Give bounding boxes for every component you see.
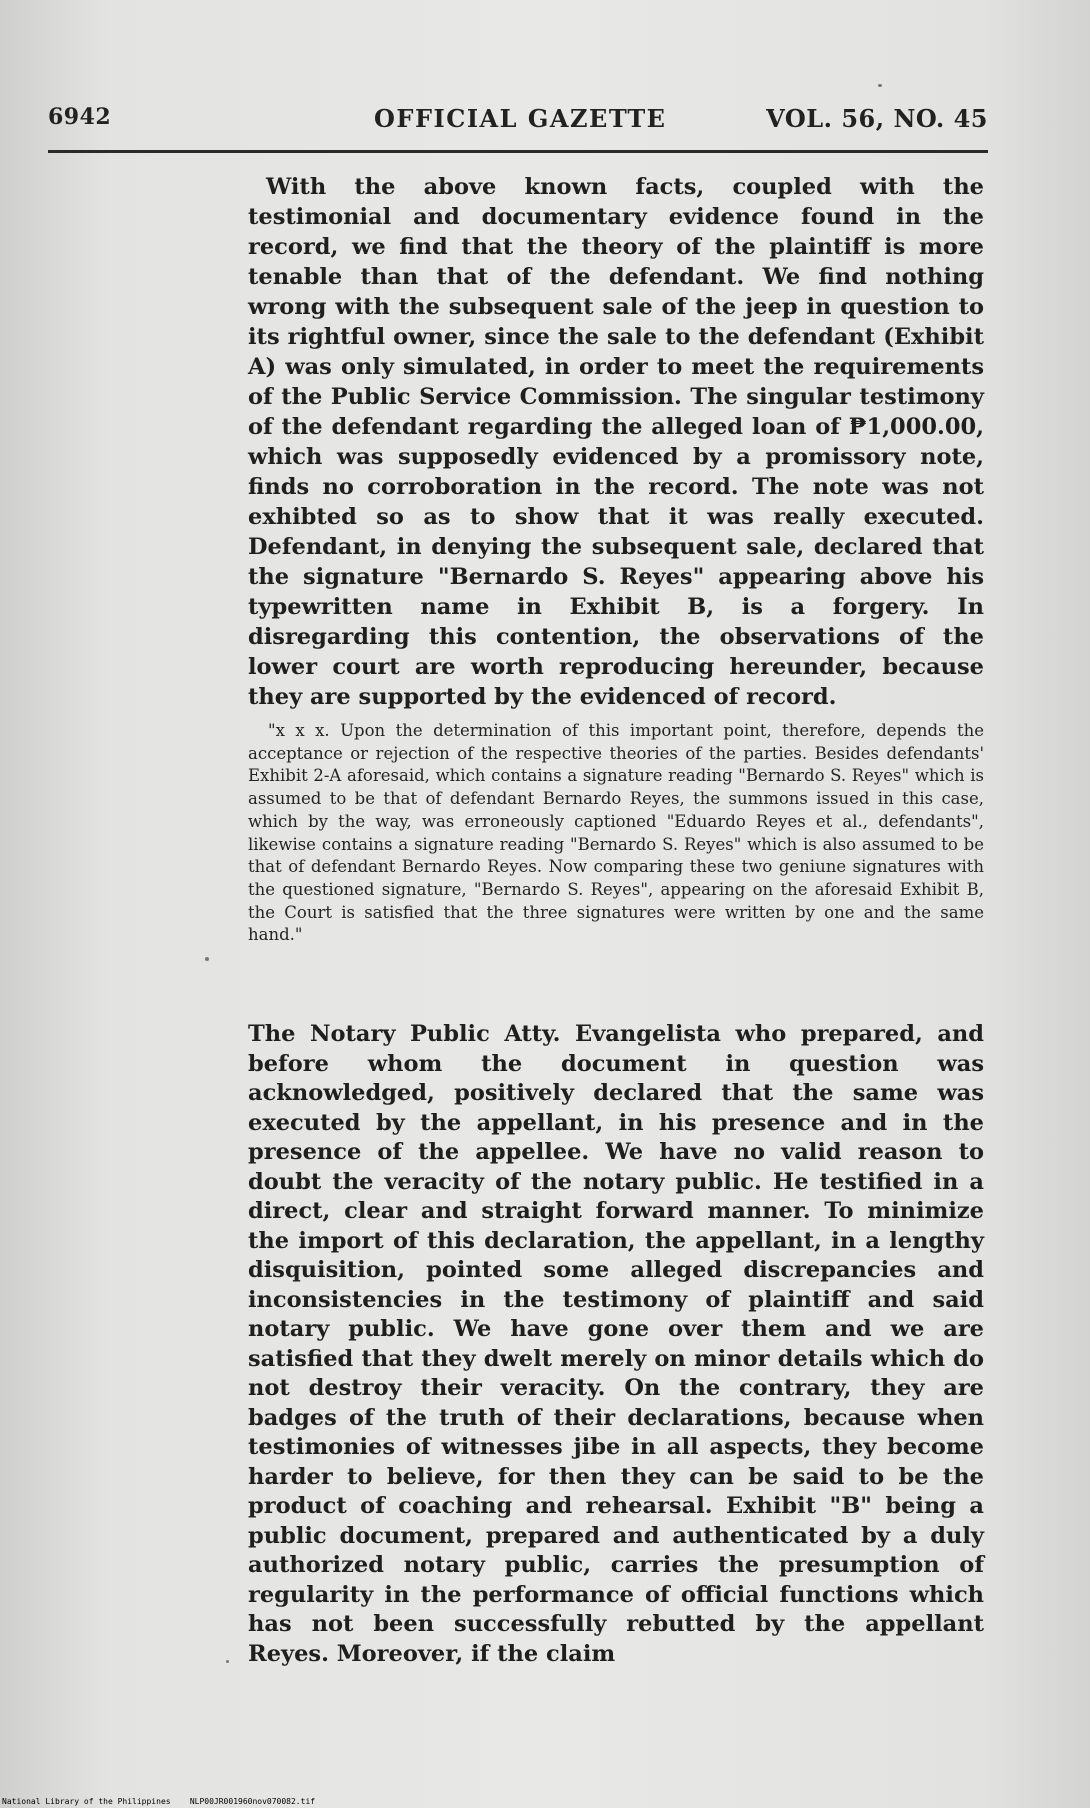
- scan-speck: [226, 1660, 229, 1663]
- body-paragraph-1: With the above known facts, coupled with the testimonial and documentary evidence found in the record, we find that the theory of the plaintiff is more tenable than that of the defendant. We find nothing wrong with the subsequent sale of the jeep in question to its rightful owner, since the sale to the defendant (Exhibit A) was only simulated, in order to meet the requirements of the Public Service Commission. The singular testimony of the defendant regarding the alleged loan of ₱1,000.00, which was supposedly evidenced by a promissory note, finds no corroboration in the record. The note was not exhibted so as to show that it was really executed. Defendant, in denying the subsequent sale, declared that the signature "Bernardo S. Reyes" appearing above his typewritten name in Exhibit B, is a forgery. In disregarding this contention, the observations of the lower court are worth reproducing hereunder, because they are supported by the evidenced of record.: [248, 174, 984, 710]
- page-number: 6942: [48, 104, 112, 130]
- journal-title: OFFICIAL GAZETTE: [374, 104, 667, 133]
- header-rule: [48, 150, 988, 153]
- page-header: [48, 104, 988, 140]
- footer-filename: NLP00JR001960nov070082.tif: [189, 1797, 316, 1806]
- body-paragraph-2: The Notary Public Atty. Evangelista who prepared, and before whom the document in question was acknowledged, positively declared that the same was executed by the appellant, in his presence and in the presence of the appellee. We have no valid reason to doubt the veracity of the notary public. He testified in a direct, clear and straight forward manner. To minimize the import of this declaration, the appellant, in a lengthy disquisition, pointed some alleged discrepancies and inconsistencies in the testimony of plaintiff and said notary public. We have gone over them and we are satisfied that they dwelt merely on minor details which do not destroy their veracity. On the contrary, they are badges of the truth of their declarations, because when testimonies of witnesses jibe in all aspects, they become harder to believe, for then they can be said to be the product of coaching and rehearsal. Exhibit "B" being a public document, prepared and authenticated by a duly authorized notary public, carries the presumption of regularity in the performance of official functions which has not been successfully rebutted by the appellant Reyes. Moreover, if the claim: [248, 1021, 984, 1667]
- scan-footer: [2, 1797, 315, 1806]
- issue-volume-number: VOL. 56, NO. 45: [766, 104, 988, 133]
- block-quotation: "x x x. Upon the determination of this important point, therefore, depends the acceptance or rejection of the respective theories of the parties. Besides defendants' Exhibit 2-A aforesaid, which contains a signature reading "Bernardo S. Reyes" which is assumed to be that of defendant Bernardo Reyes, the summons issued in this case, which by the way, was erroneously captioned "Eduardo Reyes et al., defendants", likewise contains a signature reading "Bernardo S. Reyes" which is also assumed to be that of defendant Bernardo Reyes. Now comparing these two geniune signatures with the questioned signature, "Bernardo S. Reyes", appearing on the aforesaid Exhibit B, the Court is satisfied that the three signatures were written by one and the same hand.": [248, 721, 984, 945]
- scan-speck: [878, 84, 882, 87]
- footer-source: National Library of the Philippines: [2, 1797, 171, 1806]
- scan-speck: [205, 957, 209, 961]
